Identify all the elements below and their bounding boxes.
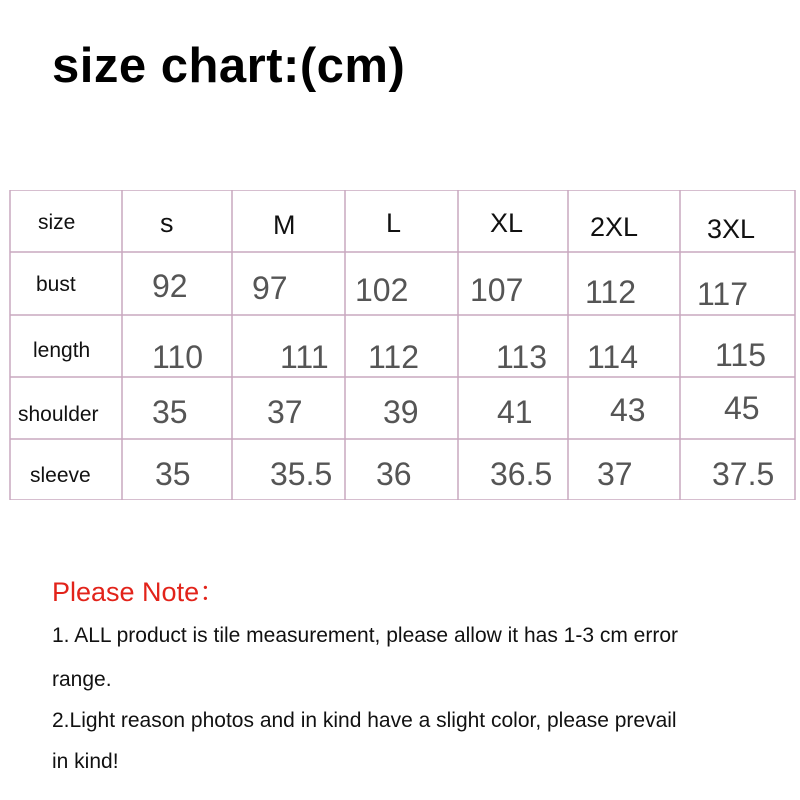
table-cell: 43	[610, 392, 646, 428]
table-cell: 37.5	[712, 456, 775, 492]
table-cell: 35	[155, 456, 191, 492]
table-cell: 114	[587, 339, 639, 375]
size-header-l: L	[386, 208, 402, 238]
table-cell: 113	[496, 339, 548, 375]
table-cell: 112	[585, 274, 637, 310]
table-cell: 35	[152, 394, 188, 430]
note-line-2-continued: in kind!	[52, 750, 119, 773]
size-header-s: s	[160, 208, 174, 238]
table-cell: 36	[376, 456, 412, 492]
table-cell: 117	[697, 276, 749, 312]
table-cell: 37	[267, 394, 303, 430]
table-cell: 115	[715, 337, 767, 373]
table-cell: 107	[470, 272, 524, 308]
size-header-3xl: 3XL	[707, 214, 756, 244]
size-header-2xl: 2XL	[590, 212, 639, 242]
size-header-xl: XL	[490, 208, 524, 238]
row-label-shoulder: shoulder	[18, 403, 99, 426]
table-cell: 35.5	[270, 456, 333, 492]
table-cell: 97	[252, 270, 288, 306]
note-line-2: 2.Light reason photos and in kind have a slight color, please prevail	[52, 709, 677, 732]
table-cell: 112	[368, 339, 420, 375]
table-cell: 41	[497, 394, 533, 430]
size-header-m: M	[273, 210, 296, 240]
table-cell: 39	[383, 394, 419, 430]
size-table	[0, 190, 800, 500]
row-label-sleeve: sleeve	[30, 464, 91, 487]
table-cell: 37	[597, 456, 633, 492]
note-line-1-continued: range.	[52, 668, 112, 691]
table-cell: 111	[280, 339, 329, 375]
table-cell: 92	[152, 268, 188, 304]
page-title: size chart:(cm)	[52, 39, 406, 93]
row-label-length: length	[33, 339, 91, 362]
note-title: Please Note：	[52, 577, 227, 607]
table-cell: 45	[724, 390, 760, 426]
table-cell: 102	[355, 272, 409, 308]
table-cell: 36.5	[490, 456, 553, 492]
row-label-bust: bust	[36, 273, 76, 296]
note-line-1: 1. ALL product is tile measurement, please allow it has 1-3 cm error	[52, 624, 679, 647]
table-cell: 110	[152, 339, 204, 375]
table-header-label: size	[38, 211, 76, 234]
